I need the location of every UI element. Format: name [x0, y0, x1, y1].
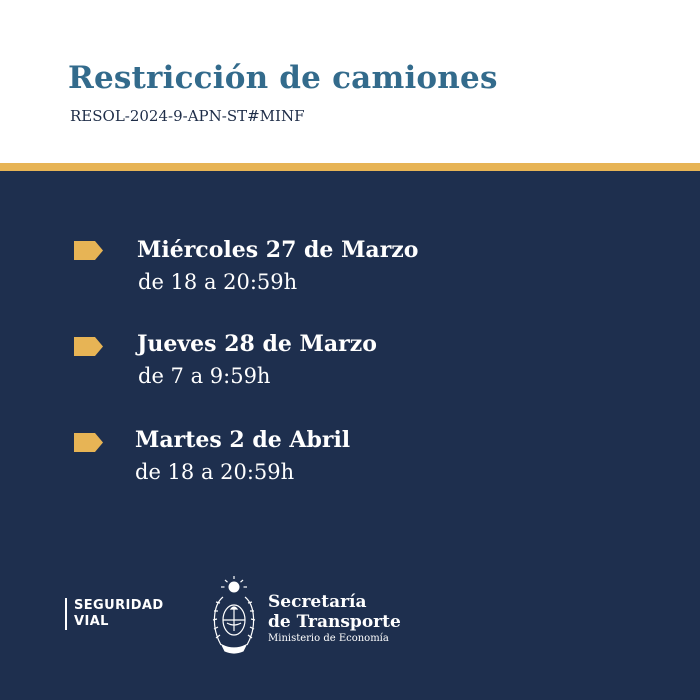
secretaria-line1: Secretaría: [268, 592, 367, 612]
argentina-coat-of-arms-icon: [207, 575, 261, 661]
tag-arrow-icon: [74, 337, 104, 356]
tag-arrow-icon: [74, 433, 104, 452]
schedule-hours: de 18 a 20:59h: [138, 270, 298, 294]
seguridad-vial-logo: [65, 598, 185, 630]
secretaria-line2: de Transporte: [268, 612, 401, 632]
seguridad-vial-line2: VIAL: [74, 614, 109, 629]
seguridad-vial-line1: SEGURIDAD: [74, 598, 164, 613]
schedule-day: Miércoles 27 de Marzo: [137, 237, 419, 263]
header: [0, 0, 700, 163]
schedule-day: Jueves 28 de Marzo: [137, 331, 377, 357]
schedule-day: Martes 2 de Abril: [135, 427, 351, 453]
tag-arrow-icon: [74, 241, 104, 260]
resolution-code: RESOL-2024-9-APN-ST#MINF: [70, 107, 305, 125]
schedule-hours: de 18 a 20:59h: [135, 460, 295, 484]
logo-divider: [65, 598, 67, 630]
schedule-hours: de 7 a 9:59h: [138, 364, 271, 388]
page-title: Restricción de camiones: [68, 60, 498, 96]
accent-divider: [0, 163, 700, 171]
ministerio-label: Ministerio de Economía: [268, 633, 389, 644]
